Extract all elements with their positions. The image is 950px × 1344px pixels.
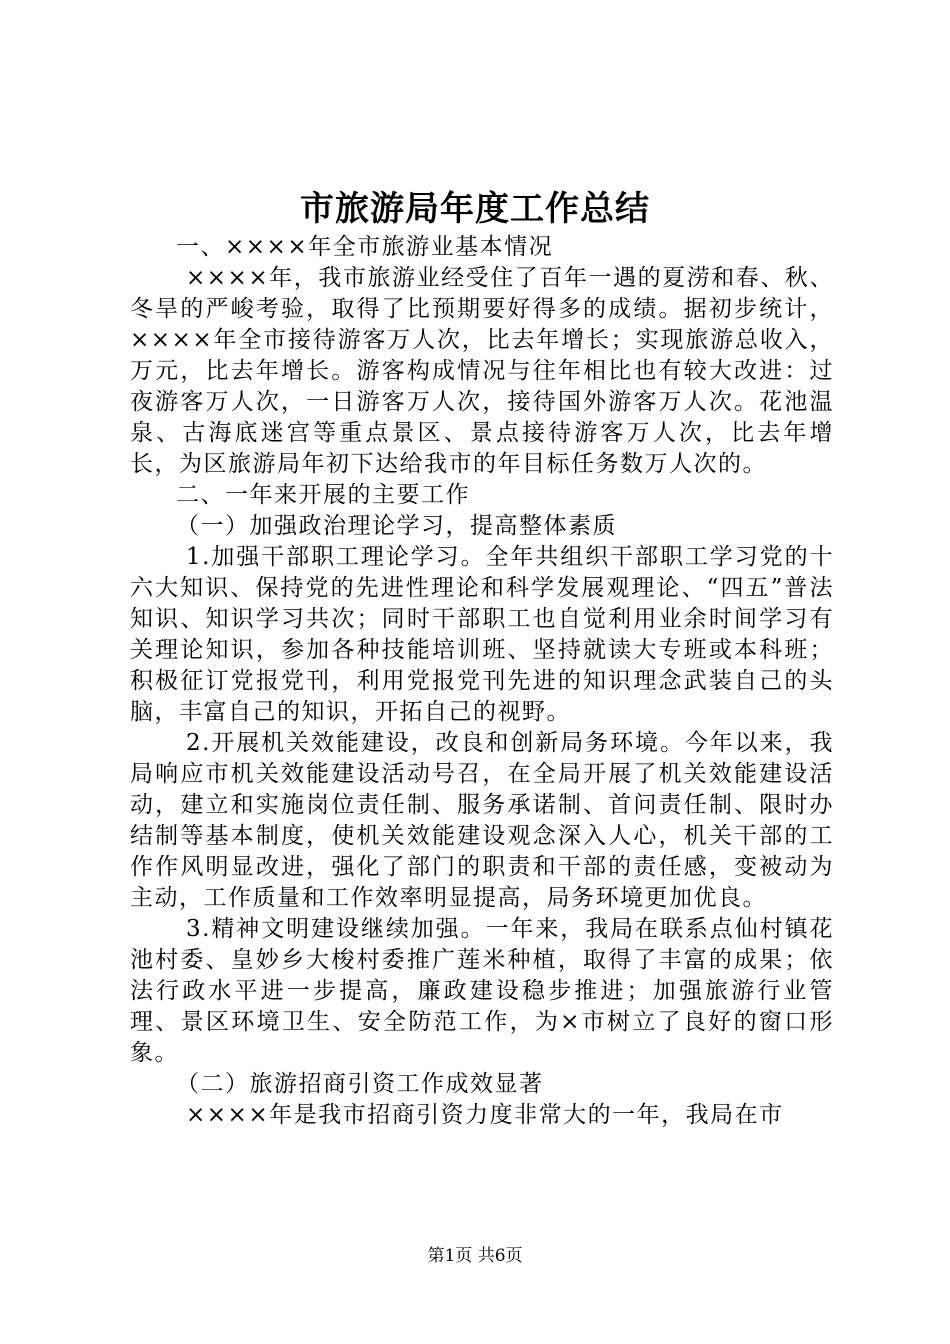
body-paragraph: 3.精神文明建设继续加强。一年来，我局在联系点仙村镇花池村委、皇妙乡大梭村委推广莲米种植，取得了丰富的成果；依法行政水平进一步提高，廉政建设稳步推进；加强旅游行业管理、景区环境卫生、安全防范工作，为×市树立了良好的窗口形象。: [130, 916, 834, 1066]
subsection-heading-1: （一）加强政治理论学习，提高整体素质: [176, 513, 617, 539]
document-title: 市旅游局年度工作总结: [300, 189, 650, 229]
body-paragraph: 2.开展机关效能建设，改良和创新局务环境。今年以来，我局响应市机关效能建设活动号召，在全局开展了机关效能建设活动，建立和实施岗位责任制、服务承诺制、首问责任制、限时办结制等基本制度，使机关效能建设观念深入人心，机关干部的工作作风明显改进，强化了部门的职责和干部的责任感，变被动为主动，工作质量和工作效率明显提高，局务环境更加优良。: [130, 730, 834, 911]
document-body: [130, 232, 834, 1131]
section-heading-1: 一、××××年全市旅游业基本情况: [176, 234, 554, 260]
page-footer: 第1页 共6页: [427, 1246, 523, 1266]
body-paragraph: ××××年，我市旅游业经受住了百年一遇的夏涝和春、秋、冬旱的严峻考验，取得了比预期要好得多的成绩。据初步统计，××××年全市接待游客万人次，比去年增长；实现旅游总收入，万元，比去年增长。游客构成情况与往年相比也有较大改进：过夜游客万人次，一日游客万人次，接待国外游客万人次。花池温泉、古海底迷宫等重点景区、景点接待游客万人次，比去年增长，为区旅游局年初下达给我市的年目标任务数万人次的。: [130, 265, 834, 477]
body-paragraph: ××××年是我市招商引资力度非常大的一年，我局在市: [186, 1102, 784, 1128]
body-paragraph: 1.加强干部职工理论学习。全年共组织干部职工学习党的十六大知识、保持党的先进性理论和科学发展观理论、“四五”普法知识、知识学习共次；同时干部职工也自觉利用业余时间学习有关理论知识，参加各种技能培训班、坚持就读大专班或本科班；积极征订党报党刊，利用党报党刊先进的知识理念武装自己的头脑，丰富自己的知识，开拓自己的视野。: [130, 544, 834, 725]
subsection-heading-2: （二）旅游招商引资工作成效显著: [176, 1071, 544, 1097]
section-heading-2: 二、一年来开展的主要工作: [176, 482, 470, 508]
